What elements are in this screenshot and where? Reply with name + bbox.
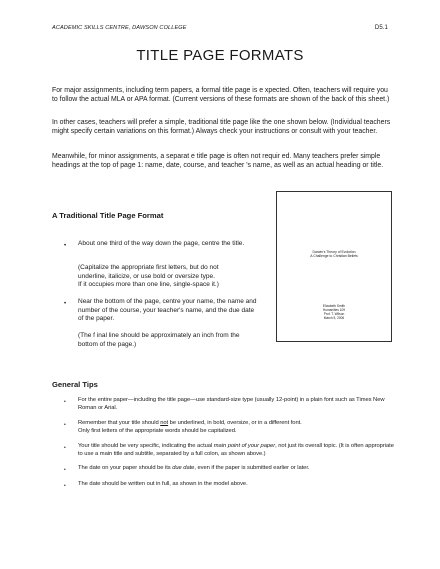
tip-4: [78, 465, 394, 473]
note-line: (Capitalize the appropriate first letters, but do not: [78, 264, 219, 271]
bullet-icon: •: [64, 422, 66, 428]
tip-2-line-1: [78, 420, 394, 428]
sample-course: Humanities 109: [322, 308, 346, 312]
tip-text: , even if the paper is submitted earlier or later.: [194, 465, 310, 471]
note-line: underline, italicize, or use bold or oversize type.: [78, 272, 215, 280]
sample-title: Darwin's Theory of Evolution: [312, 250, 356, 254]
tip-text: be underlined, in bold, oversize, or in a different font.: [168, 420, 302, 426]
note-line: If it occupies more than one line, single-space it.): [78, 281, 219, 289]
intro-paragraph-2: In other cases, teachers will prefer a simple, traditional title page like the one shown below. (Individual teachers might specify certain variations on this format.) Always check your instructions or consult with your teacher.: [52, 119, 391, 135]
sample-author-block: [277, 304, 391, 320]
tip-3: [78, 443, 394, 459]
institution-label: ACADEMIC SKILLS CENTRE, DAWSON COLLEGE: [52, 25, 187, 31]
tip-text: Your title should be very specific, indicating the actual: [78, 443, 214, 449]
emphasis-due-date: due date: [172, 465, 195, 471]
bullet-icon: •: [64, 445, 66, 451]
tip-text: The date on your paper should be its: [78, 465, 173, 471]
traditional-format-heading: A Traditional Title Page Format: [52, 211, 164, 220]
sample-subtitle: A Challenge to Christian Beliefs: [310, 254, 358, 259]
page-title: TITLE PAGE FORMATS: [136, 47, 304, 64]
intro-paragraph-3: Meanwhile, for minor assignments, a separat e title page is often not requir ed. Many teachers prefer simple headings at the top of page 1: name, date, course, and teacher 's name, as well as an actual heading or title.: [52, 153, 384, 169]
sample-title-page: [276, 191, 392, 342]
bullet-icon: •: [64, 467, 66, 473]
tip-text: Remember that your title should: [78, 420, 161, 426]
sample-author: Elizabeth Smith: [322, 304, 346, 308]
bullet-icon: •: [64, 301, 67, 307]
traditional-note-1: [78, 264, 258, 290]
tip-text: , not just its overall topic. (It is often appropriate to use a main title and subtitle, separated by a full colon, as shown above.): [78, 443, 394, 457]
sample-teacher: Prof. T. Wilson: [323, 312, 345, 316]
bullet-icon: •: [64, 399, 66, 405]
tip-5: The date should be written out in full, as shown in the model above.: [78, 481, 248, 487]
tip-2: [78, 420, 394, 436]
bullet-icon: •: [64, 483, 66, 489]
document-code: D5.1: [374, 25, 388, 31]
sample-date: March 5, 2006: [323, 316, 345, 320]
tip-2-line-2: Only first letters of the appropriate words should be capitalized.: [78, 427, 237, 434]
traditional-bullet-2: Near the bottom of the page, centre your name, the name and number of the course, your teacher's name, and the due date of the paper.: [78, 298, 257, 323]
intro-paragraph-1: For major assignments, including term papers, a formal title page is e xpected. Often, teachers will require you to follow the actual MLA or APA format. (Current versions of these formats are shown of the back of this sheet.): [52, 87, 390, 103]
bullet-icon: •: [64, 243, 67, 249]
sample-title-block: [277, 250, 391, 259]
general-tips-heading: General Tips: [52, 380, 98, 389]
emphasis-not: not: [160, 420, 169, 426]
traditional-note-2: (The f inal line should be approximately an inch from the bottom of the page.): [78, 332, 240, 348]
emphasis-main-point: main point of your paper: [213, 443, 276, 449]
traditional-bullet-1: About one third of the way down the page, centre the title.: [78, 240, 245, 247]
tip-1: For the entire paper—including the title page—use standard-size type (usually 12-point) in a plain font such as Times New Roman or Arial.: [78, 397, 385, 411]
